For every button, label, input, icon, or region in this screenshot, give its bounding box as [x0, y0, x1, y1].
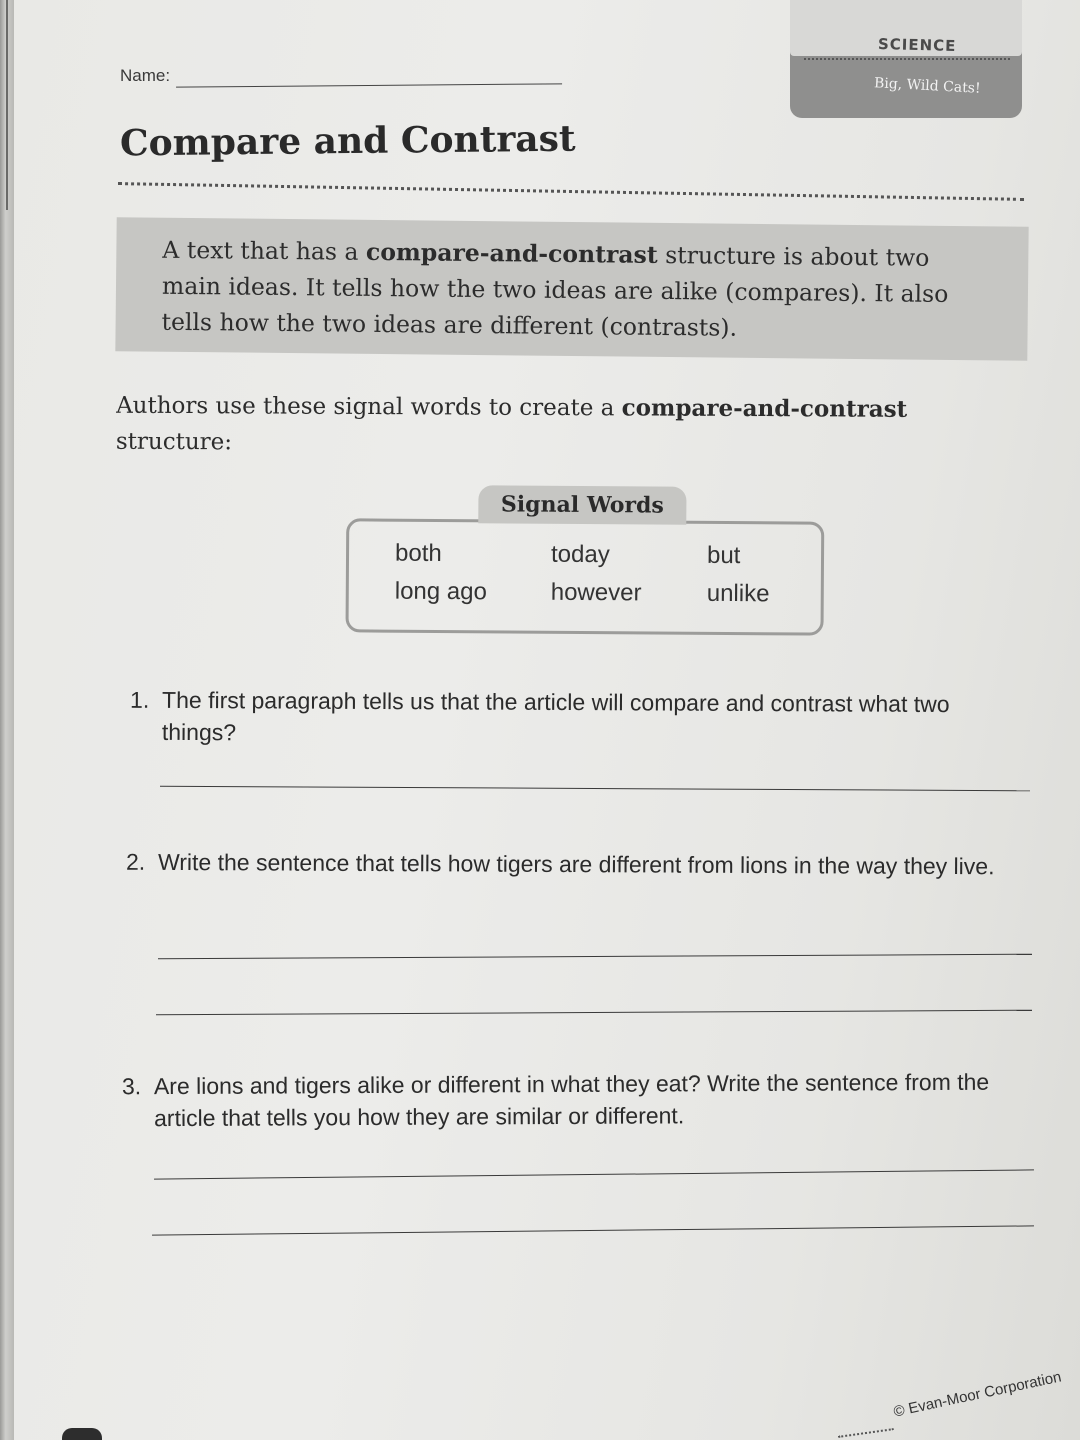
- signal-word: both: [394, 539, 442, 567]
- signal-word: but: [706, 541, 741, 570]
- signal-words-box: [345, 518, 824, 635]
- subject-label: SCIENCE: [877, 34, 957, 56]
- subject-tab: [790, 0, 1022, 118]
- answer-line[interactable]: [152, 1225, 1034, 1235]
- signal-word: however: [550, 578, 642, 607]
- question-2: [126, 846, 998, 883]
- signal-word: long ago: [394, 577, 487, 606]
- question-text: The first paragraph tells us that the article will compare and contrast what two things?: [161, 686, 950, 746]
- signal-words-panel: [345, 484, 826, 637]
- name-line: [176, 69, 562, 87]
- intro-text: Authors use these signal words to create a compare-and-contrast structure:: [115, 392, 908, 456]
- term-bold: compare-and-contrast: [365, 237, 658, 269]
- signal-words-title: Signal Words: [478, 485, 686, 524]
- page-title: Compare and Contrast: [119, 117, 576, 165]
- answer-line[interactable]: [160, 786, 1030, 792]
- divider: [804, 58, 1010, 60]
- name-label: Name:: [120, 66, 171, 85]
- name-field: [120, 66, 562, 86]
- footer-divider: [838, 1428, 894, 1438]
- title-divider: [118, 182, 1024, 201]
- definition-text: A text that has a compare-and-contrast structure is about two main ideas. It tells how the two ideas are alike (compares). It also tells how the two ideas are different (contrasts).: [161, 235, 949, 342]
- answer-line[interactable]: [154, 1169, 1034, 1179]
- signal-word: today: [550, 540, 610, 569]
- question-3: [122, 1066, 994, 1135]
- term-bold: compare-and-contrast: [621, 394, 908, 423]
- question-text: Are lions and tigers alike or different in what they eat? Write the sentence from the article that tells you how they are similar or different.: [153, 1068, 990, 1132]
- answer-line[interactable]: [156, 1010, 1032, 1016]
- page-edge: [0, 0, 14, 1440]
- copyright: © Evan-Moor Corporation: [892, 1368, 1063, 1421]
- question-number: 1.: [130, 686, 150, 713]
- question-number: 3.: [121, 1073, 142, 1100]
- question-number: 2.: [125, 848, 146, 875]
- page-corner: [62, 1428, 102, 1440]
- definition-box: [115, 217, 1028, 361]
- question-text: Write the sentence that tells how tigers are different from lions in the way they live.: [157, 848, 995, 880]
- answer-line[interactable]: [158, 954, 1032, 960]
- signal-word: unlike: [706, 579, 770, 608]
- topic-label: Big, Wild Cats!: [873, 75, 981, 97]
- question-1: [130, 684, 1002, 753]
- worksheet-page: [14, 0, 1080, 1440]
